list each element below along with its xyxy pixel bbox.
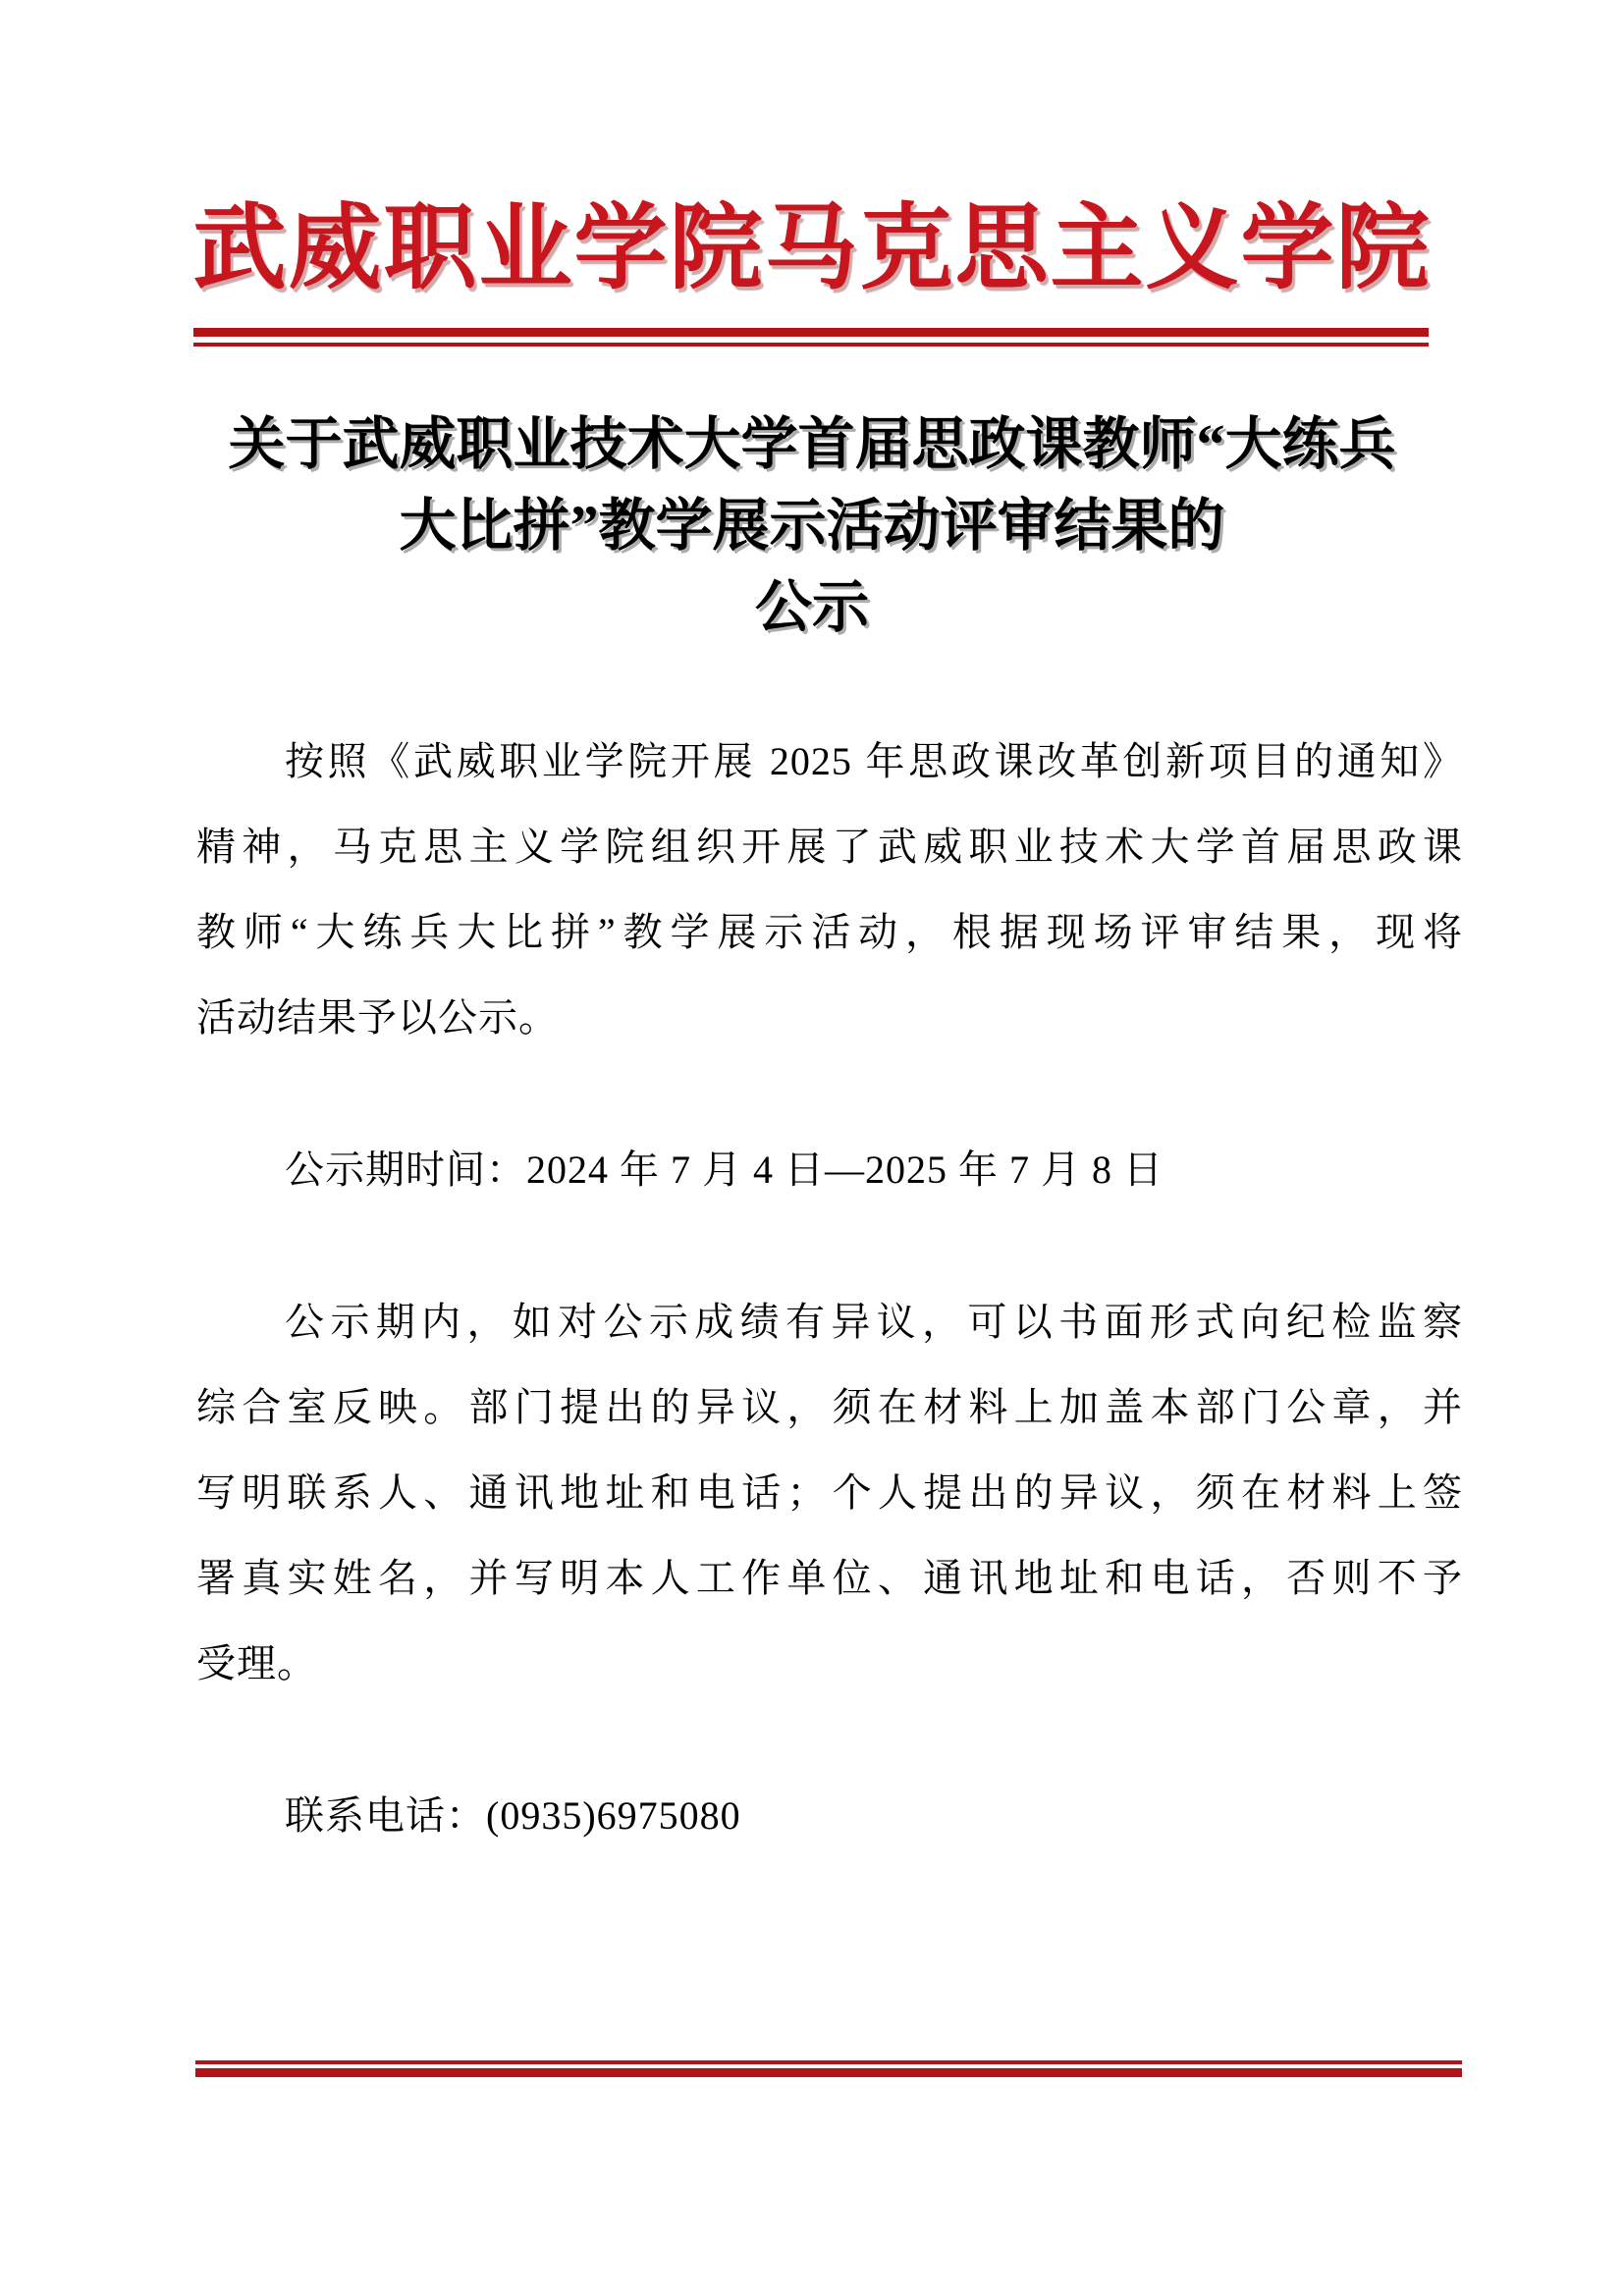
- paragraph-objection-procedure: [196, 1279, 1463, 1706]
- body-line: 精神，马克思主义学院组织开展了武威职业技术大学首届思政课: [196, 825, 1463, 870]
- paragraph-intro: [196, 719, 1463, 1060]
- document-title-line-2: 大比拼”教学展示活动评审结果的: [399, 494, 1225, 559]
- paragraph-contact-phone: [196, 1773, 1463, 1858]
- body-line: 写明联系人、通讯地址和电话；个人提出的异议，须在材料上签: [196, 1470, 1463, 1516]
- body-line: 署真实姓名，并写明本人工作单位、通讯地址和电话，否则不予: [196, 1556, 1463, 1601]
- document-title: [0, 403, 1624, 648]
- document-title-line-3: 公示: [754, 575, 869, 640]
- body-line: 公示期内，如对公示成绩有异议，可以书面形式向纪检监察: [285, 1300, 1463, 1345]
- body-line: 受理。: [196, 1641, 317, 1686]
- publicity-period-line: 公示期时间：2024 年 7 月 4 日—2025 年 7 月 8 日: [285, 1148, 1164, 1193]
- document-title-line-1: 关于武威职业技术大学首届思政课教师“大练兵: [228, 412, 1396, 477]
- body-line: 教师“大练兵大比拼”教学展示活动，根据现场评审结果，现将: [196, 910, 1463, 955]
- letterhead-double-rule: [193, 328, 1429, 347]
- contact-phone-line: 联系电话：(0935)6975080: [285, 1793, 741, 1839]
- body-line: 综合室反映。部门提出的异议，须在材料上加盖本部门公章，并: [196, 1385, 1463, 1430]
- rule-thick-bottom: [195, 2068, 1462, 2077]
- document-body: [196, 719, 1463, 1858]
- body-line: 按照《武威职业学院开展 2025 年思政课改革创新项目的通知》: [285, 739, 1463, 784]
- body-line: 活动结果予以公示。: [196, 995, 559, 1041]
- paragraph-publicity-period: [196, 1127, 1463, 1212]
- rule-thin-bottom: [193, 343, 1429, 347]
- rule-thick-top: [193, 328, 1429, 337]
- letterhead-institution-title: 武威职业学院马克思主义学院: [192, 196, 1432, 300]
- footer-double-rule: [195, 2060, 1462, 2077]
